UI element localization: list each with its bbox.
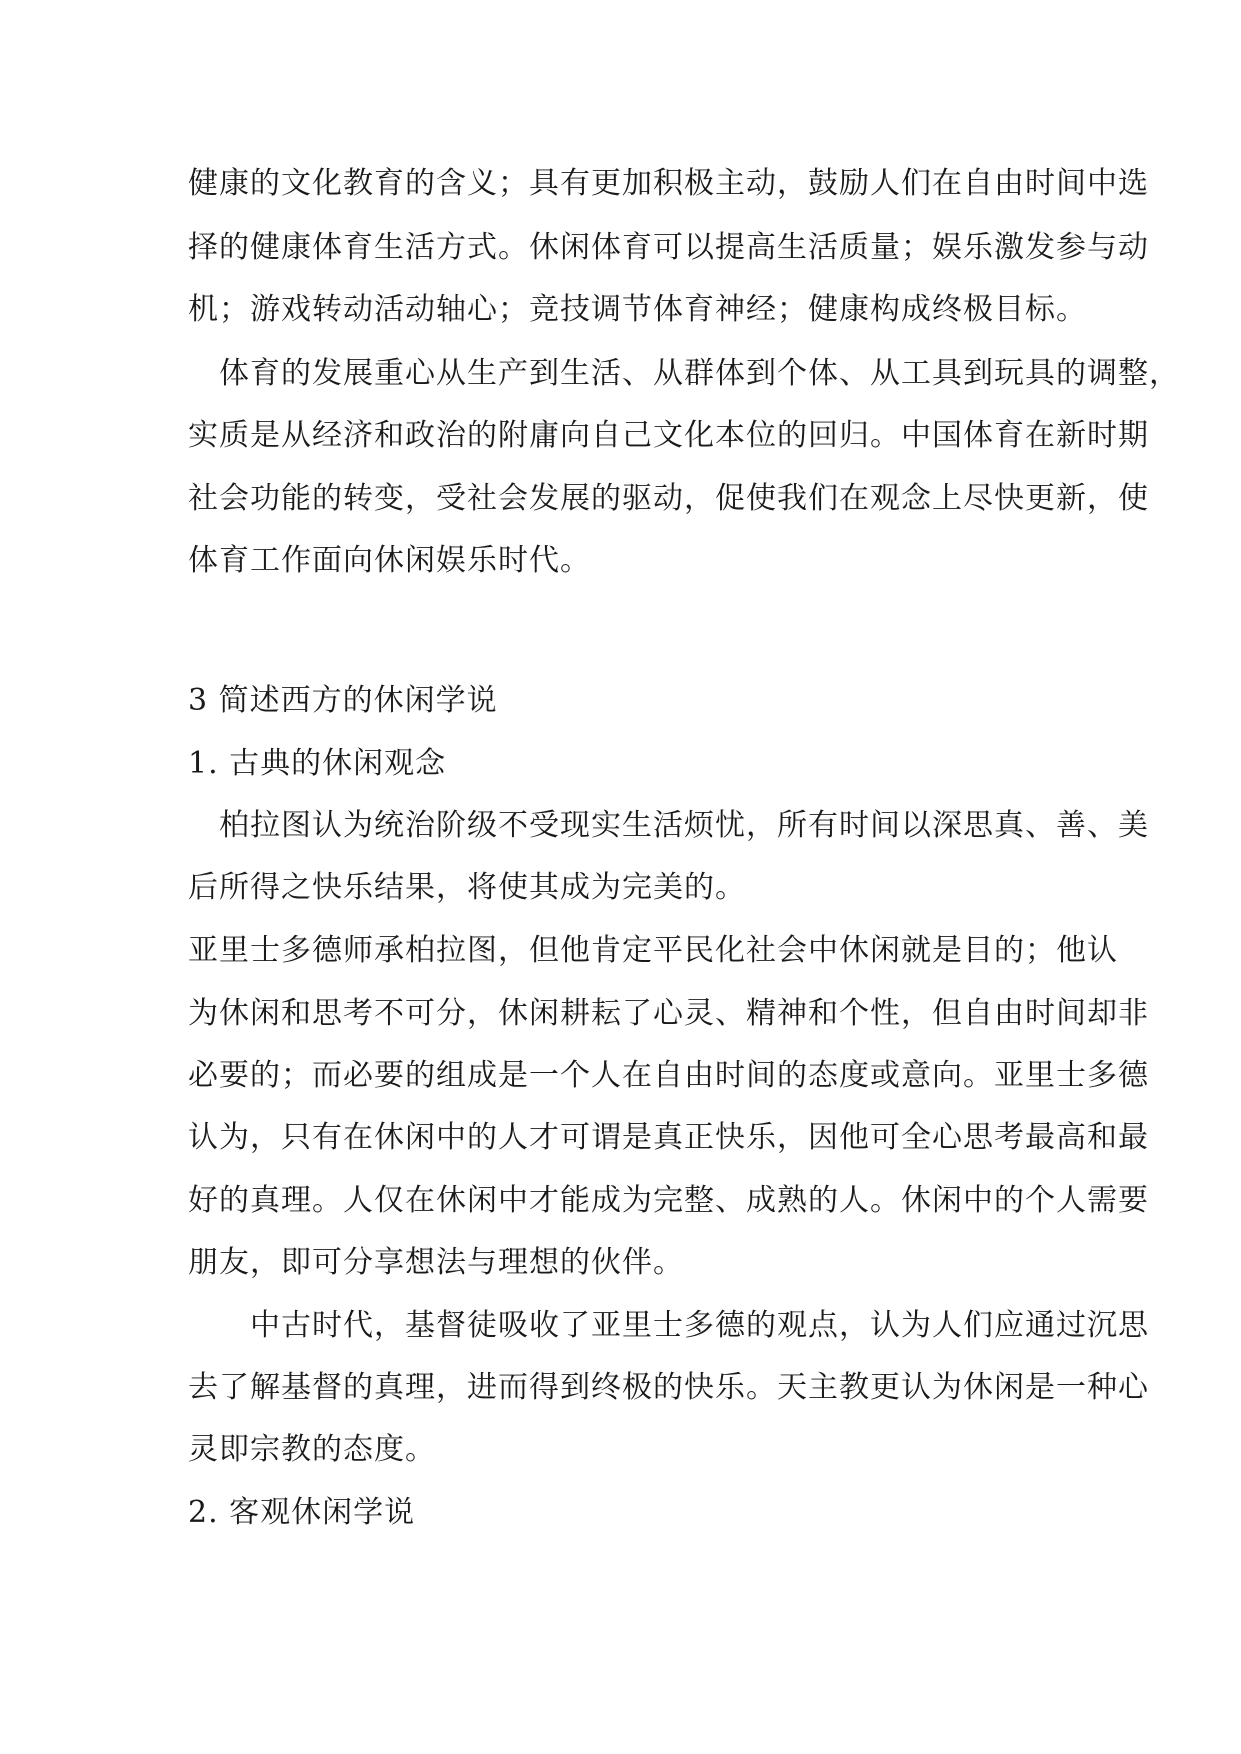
paragraph-line: 择的健康体育生活方式。休闲体育可以提高生活质量；娱乐激发参与动 — [188, 230, 1149, 265]
paragraph-line: 社会功能的转变，受社会发展的驱动，促使我们在观念上尽快更新，使 — [188, 481, 1149, 516]
paragraph-line: 亚里士多德师承柏拉图，但他肯定平民化社会中休闲就是目的；他认 — [188, 933, 1118, 968]
paragraph-line: 柏拉图认为统治阶级不受现实生活烦忧，所有时间以深思真、善、美 — [188, 808, 1149, 843]
paragraph-line: 朋友，即可分享想法与理想的伙伴。 — [188, 1245, 684, 1280]
paragraph-line: 中古时代，基督徒吸收了亚里士多德的观点，认为人们应通过沉思 — [188, 1308, 1149, 1343]
paragraph-line: 体育的发展重心从生产到生活、从群体到个体、从工具到玩具的调整， — [188, 356, 1180, 391]
paragraph-line: 必要的；而必要的组成是一个人在自由时间的态度或意向。亚里士多德 — [188, 1058, 1149, 1093]
subsection-heading: 2. 客观休闲学说 — [188, 1495, 416, 1530]
paragraph-line: 实质是从经济和政治的附庸向自己文化本位的回归。中国体育在新时期 — [188, 418, 1149, 453]
paragraph-line: 认为，只有在休闲中的人才可谓是真正快乐，因他可全心思考最高和最 — [188, 1120, 1149, 1155]
paragraph-line: 灵即宗教的态度。 — [188, 1432, 436, 1467]
paragraph-line: 体育工作面向休闲娱乐时代。 — [188, 543, 591, 578]
paragraph-line: 后所得之快乐结果，将使其成为完美的。 — [188, 870, 746, 905]
section-heading: 3 简述西方的休闲学说 — [188, 683, 498, 718]
paragraph-line: 为休闲和思考不可分，休闲耕耘了心灵、精神和个性，但自由时间却非 — [188, 996, 1149, 1031]
paragraph-line: 健康的文化教育的含义；具有更加积极主动，鼓励人们在自由时间中选 — [188, 166, 1149, 201]
paragraph-line: 机；游戏转动活动轴心；竞技调节体育神经；健康构成终极目标。 — [188, 292, 1087, 327]
paragraph-line: 去了解基督的真理，进而得到终极的快乐。天主教更认为休闲是一种心 — [188, 1370, 1149, 1405]
paragraph-line: 好的真理。人仅在休闲中才能成为完整、成熟的人。休闲中的个人需要 — [188, 1183, 1149, 1218]
subsection-heading: 1. 古典的休闲观念 — [188, 746, 447, 781]
